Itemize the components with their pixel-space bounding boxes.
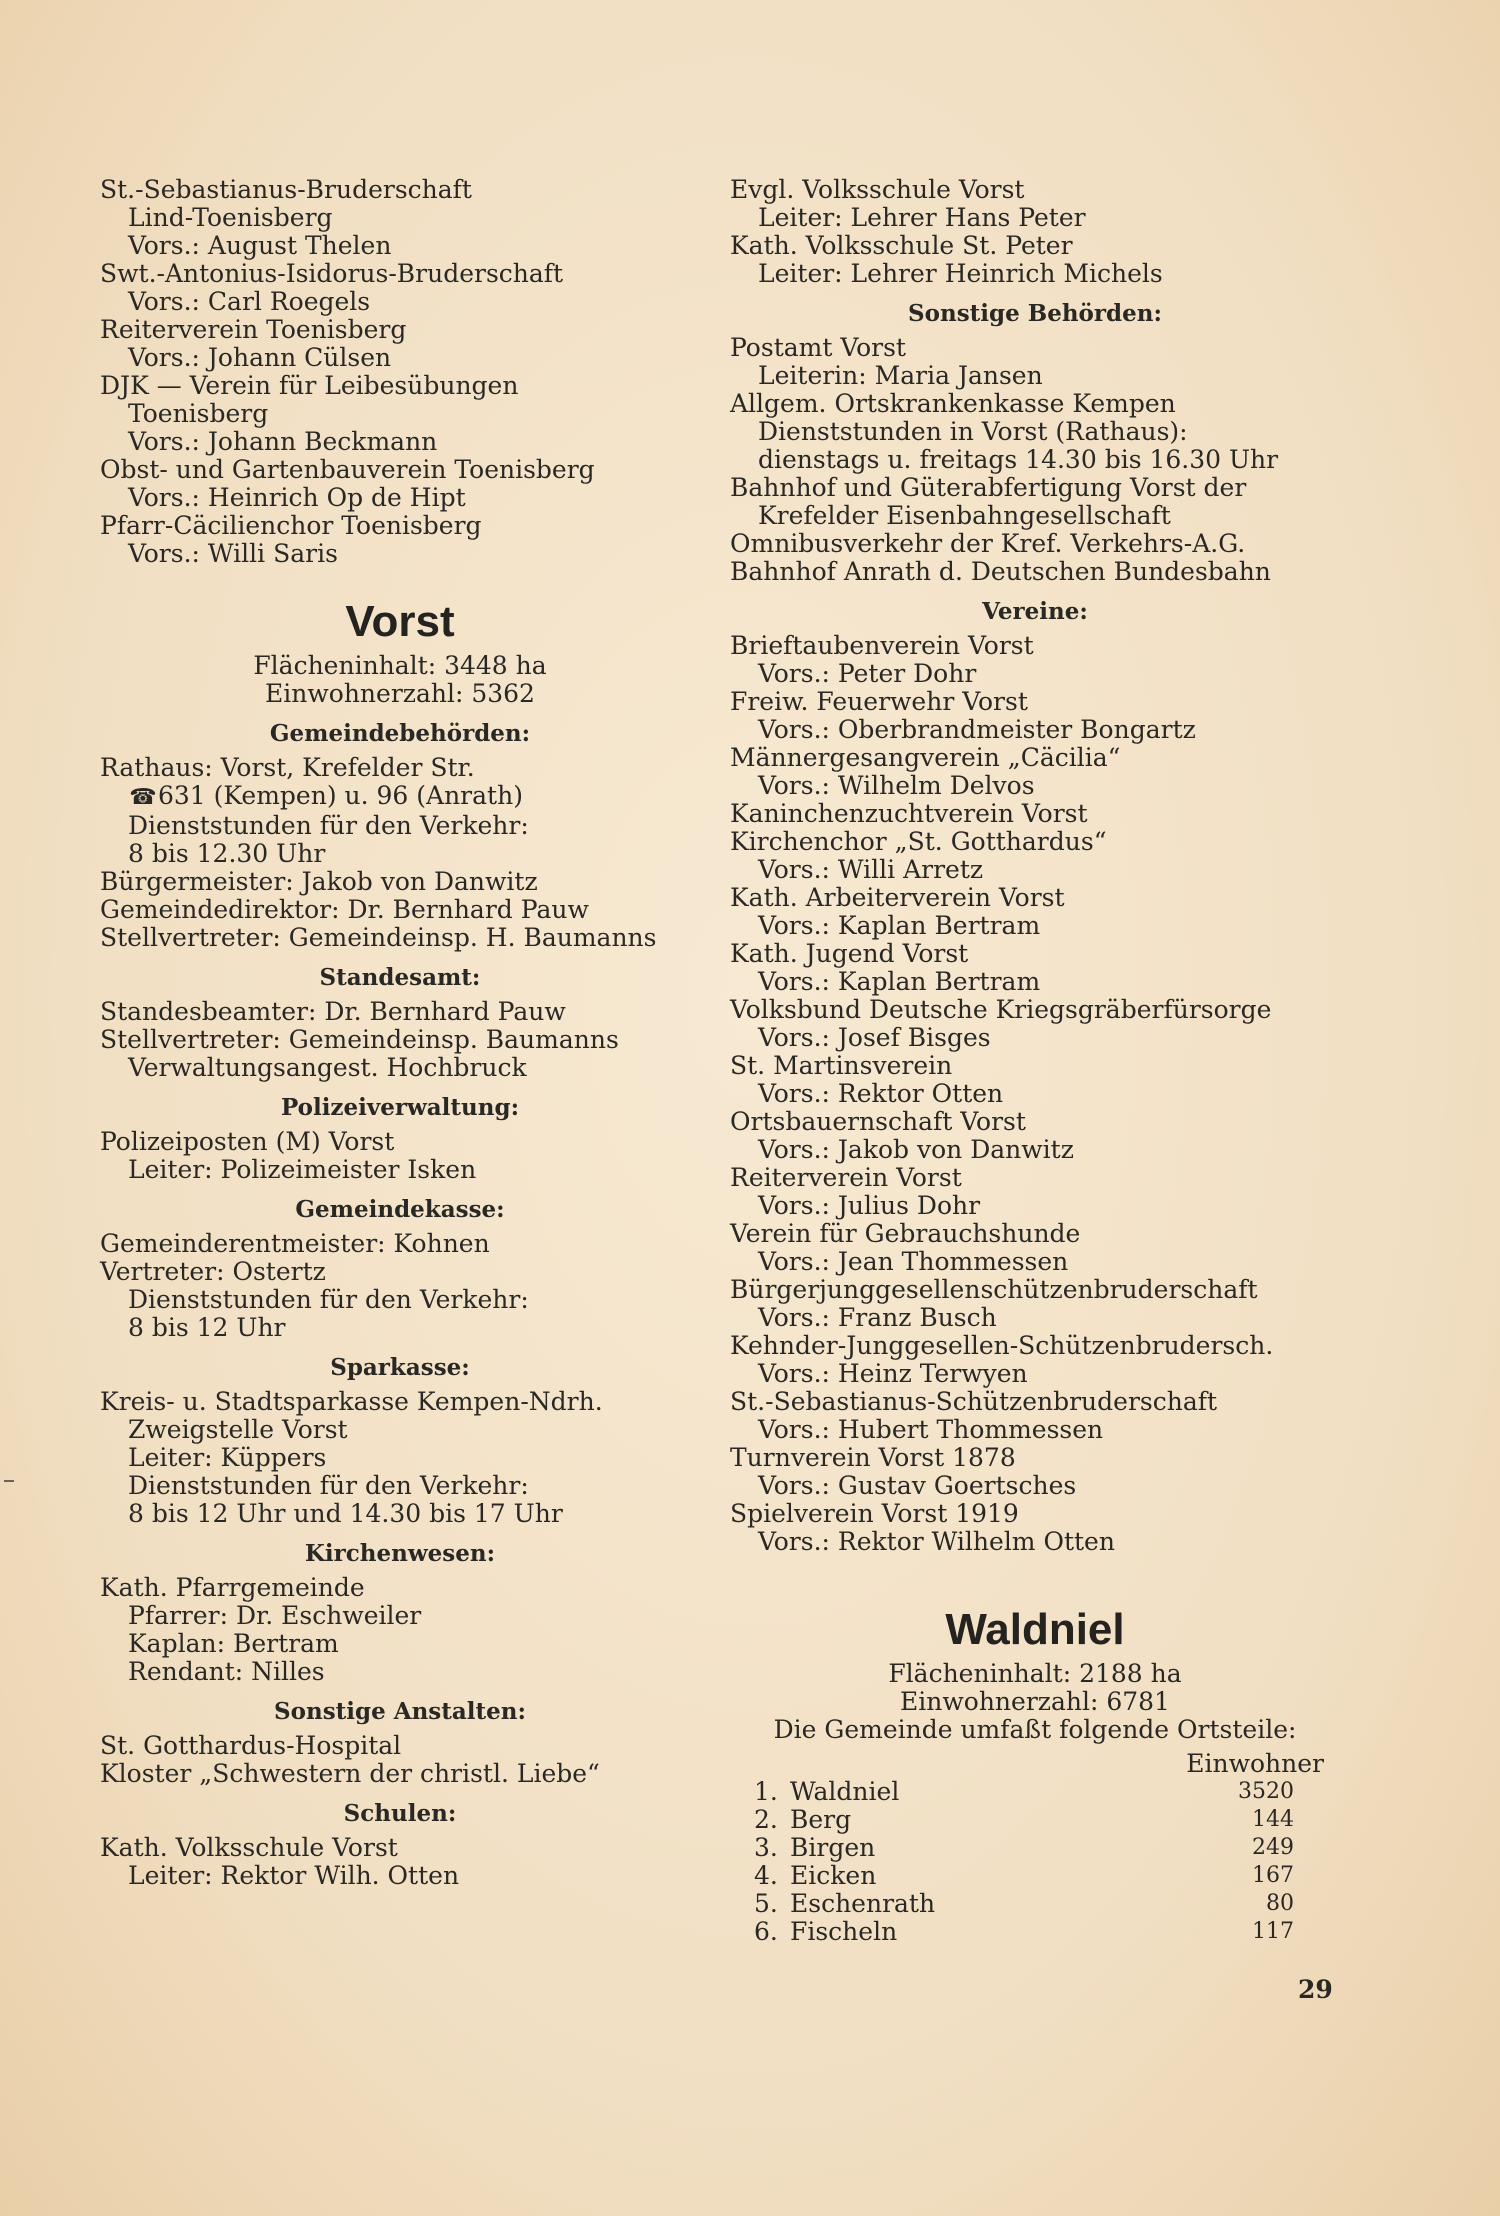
entry-line: Bürgermeister: Jakob von Danwitz [100,867,538,896]
entry-line: Rathaus: Vorst, Krefelder Str. [100,753,475,782]
district-row [730,1834,1294,1862]
entry-line: Kath. Jugend Vorst [730,939,969,968]
district-name: Eschenrath [790,1889,936,1918]
entry-line: Kloster „Schwestern der christl. Liebe“ [100,1759,600,1788]
entry-line: Vors.: Heinrich Op de Hipt [128,483,466,512]
residents-header: Einwohner [1186,1749,1324,1778]
district-residents: 80 [1266,1891,1294,1916]
districts-intro: Die Gemeinde umfaßt folgende Ortsteile: [773,1715,1297,1744]
entry-line: Gemeindedirektor: Dr. Bernhard Pauw [100,895,589,924]
page-number: 29 [1298,1975,1333,2004]
entry-line: Vors.: Carl Roegels [128,287,371,316]
entry-line: Pfarr-Cäcilienchor Toenisberg [100,511,482,540]
entry-line: Vors.: Kaplan Bertram [758,967,1041,996]
entry-line: Vertreter: Ostertz [100,1257,326,1286]
entry-line: Kaplan: Bertram [128,1629,339,1658]
telephone-icon: ☎ [129,785,157,810]
section-heading: Kirchenwesen: [304,1540,496,1567]
entry-line: St.-Sebastianus-Bruderschaft [100,175,472,204]
entry-line: Vors.: Jakob von Danwitz [758,1135,1074,1164]
entry-line: Vors.: Jean Thommessen [758,1247,1069,1276]
section-heading: Schulen: [343,1800,457,1827]
population-info: Einwohnerzahl: 5362 [265,679,535,708]
spacer [730,1556,1340,1576]
entry-line: Obst- und Gartenbauverein Toenisberg [100,455,595,484]
section-heading: Vereine: [982,598,1088,625]
entry-line: Kirchenchor „St. Gotthardus“ [730,827,1107,856]
entry-line: Vors.: Josef Bisges [758,1023,991,1052]
entry-text: 631 (Kempen) u. 96 (Anrath) [158,781,523,810]
district-number: 5. [754,1889,778,1918]
entry-line: Allgem. Ortskrankenkasse Kempen [730,389,1176,418]
entry-line: Swt.-Antonius-Isidorus-Bruderschaft [100,259,564,288]
entry-line: 8 bis 12 Uhr und 14.30 bis 17 Uhr [128,1499,563,1528]
entry-line: Bahnhof Anrath d. Deutschen Bundesbahn [730,557,1271,586]
entry-line: Lind-Toenisberg [128,203,333,232]
town-title-vorst: Vorst [345,597,455,646]
section-heading: Sparkasse: [330,1354,470,1381]
entry-line: Vors.: Johann Cülsen [128,343,392,372]
section-heading: Gemeindebehörden: [269,720,531,747]
entry-line: Vors.: Gustav Goertsches [758,1471,1077,1500]
entry-line: Vors.: August Thelen [128,231,392,260]
entry-line: Freiw. Feuerwehr Vorst [730,687,1028,716]
entry-line: Vors.: Rektor Wilhelm Otten [758,1527,1115,1556]
section-heading: Sonstige Anstalten: [274,1698,526,1725]
entry-line: Kath. Pfarrgemeinde [100,1573,365,1602]
district-residents: 3520 [1238,1779,1294,1804]
entry-line: Ortsbauernschaft Vorst [730,1107,1026,1136]
entry-line: Vors.: Willi Saris [128,539,338,568]
entry-line: Vors.: Hubert Thommessen [758,1415,1104,1444]
district-name: Waldniel [790,1777,900,1806]
entry-line: Reiterverein Toenisberg [100,315,407,344]
entry-line [100,782,700,812]
entry-line: Vors.: Johann Beckmann [128,427,438,456]
entry-line: Zweigstelle Vorst [128,1415,348,1444]
district-residents: 144 [1252,1807,1294,1832]
entry-line: 8 bis 12.30 Uhr [128,839,326,868]
entry-line: Pfarrer: Dr. Eschweiler [128,1601,422,1630]
entry-line: Gemeinderentmeister: Kohnen [100,1229,490,1258]
entry-line: Evgl. Volksschule Vorst [730,175,1025,204]
district-name: Berg [790,1805,852,1834]
left-column [100,176,700,1890]
district-row [730,1778,1294,1806]
entry-line: Postamt Vorst [730,333,906,362]
district-row [730,1862,1294,1890]
entry-line: St. Gotthardus-Hospital [100,1731,402,1760]
district-name: Birgen [790,1833,876,1862]
district-number: 6. [754,1917,778,1946]
district-residents: 167 [1252,1863,1294,1888]
entry-line: Omnibusverkehr der Kref. Verkehrs-A.G. [730,529,1246,558]
district-name: Eicken [790,1861,877,1890]
population-info: Einwohnerzahl: 6781 [900,1687,1170,1716]
district-number: 2. [754,1805,778,1834]
entry-line: Bürgerjunggesellenschützenbruderschaft [730,1275,1258,1304]
entry-line: Brieftaubenverein Vorst [730,631,1034,660]
entry-line: dienstags u. freitags 14.30 bis 16.30 Uhr [758,445,1279,474]
section-heading: Standesamt: [319,964,481,991]
entry-line: Spielverein Vorst 1919 [730,1499,1019,1528]
area-info: Flächeninhalt: 2188 ha [888,1659,1182,1688]
entry-line: Standesbeamter: Dr. Bernhard Pauw [100,997,566,1026]
entry-line: Männergesangverein „Cäcilia“ [730,743,1121,772]
entry-line: Leiter: Lehrer Hans Peter [758,203,1086,232]
district-name: Fischeln [790,1917,898,1946]
entry-line: Leiter: Rektor Wilh. Otten [128,1861,460,1890]
entry-line: Dienststunden für den Verkehr: [128,1285,529,1314]
entry-line: Kehnder-Junggesellen-Schützenbrudersch. [730,1331,1274,1360]
entry-line: Vors.: Wilhelm Delvos [758,771,1035,800]
entry-line: St.-Sebastianus-Schützenbruderschaft [730,1387,1218,1416]
entry-line: Kath. Volksschule St. Peter [730,231,1073,260]
entry-line: Leiter: Küppers [128,1443,327,1472]
entry-line: Dienststunden für den Verkehr: [128,811,529,840]
entry-line: Leiter: Lehrer Heinrich Michels [758,259,1163,288]
entry-line: Vors.: Peter Dohr [758,659,977,688]
entry-line: Vors.: Franz Busch [758,1303,997,1332]
district-number: 4. [754,1861,778,1890]
entry-line: Bahnhof und Güterabfertigung Vorst der [730,473,1247,502]
entry-line: Vors.: Julius Dohr [758,1191,981,1220]
entry-line: Vors.: Oberbrandmeister Bongartz [758,715,1196,744]
area-info: Flächeninhalt: 3448 ha [253,651,547,680]
district-number: 3. [754,1833,778,1862]
entry-line: Kaninchenzuchtverein Vorst [730,799,1088,828]
margin-mark [4,1480,14,1482]
district-residents: 117 [1252,1919,1294,1944]
entry-line: 8 bis 12 Uhr [128,1313,286,1342]
entry-line: Krefelder Eisenbahngesellschaft [758,501,1171,530]
entry-line: Kreis- u. Stadtsparkasse Kempen-Ndrh. [100,1387,603,1416]
entry-line: Stellvertreter: Gemeindeinsp. H. Baumanns [100,923,657,952]
right-column [730,176,1340,1946]
entry-line: Dienststunden in Vorst (Rathaus): [758,417,1188,446]
entry-line: Vors.: Willi Arretz [758,855,984,884]
entry-line: Volksbund Deutsche Kriegsgräberfürsorge [730,995,1272,1024]
entry-line: Stellvertreter: Gemeindeinsp. Baumanns [100,1025,619,1054]
section-heading: Gemeindekasse: [295,1196,505,1223]
district-row [730,1918,1294,1946]
entry-line: Polizeiposten (M) Vorst [100,1127,395,1156]
entry-line: Verwaltungsangest. Hochbruck [128,1053,527,1082]
district-row [730,1806,1294,1834]
section-heading: Sonstige Behörden: [908,300,1162,327]
entry-line: Vors.: Heinz Terwyen [758,1359,1028,1388]
town-title-waldniel: Waldniel [945,1605,1125,1654]
entry-line: Rendant: Nilles [128,1657,325,1686]
entry-line: Dienststunden für den Verkehr: [128,1471,529,1500]
district-number: 1. [754,1777,778,1806]
entry-line: Verein für Gebrauchshunde [730,1219,1081,1248]
entry-line: Turnverein Vorst 1878 [730,1443,1016,1472]
entry-line: Toenisberg [128,399,269,428]
entry-line: DJK — Verein für Leibesübungen [100,371,519,400]
entry-line: Leiterin: Maria Jansen [758,361,1043,390]
entry-line: Kath. Arbeiterverein Vorst [730,883,1065,912]
district-residents: 249 [1252,1835,1294,1860]
entry-line: Vors.: Rektor Otten [758,1079,1004,1108]
entry-line: Kath. Volksschule Vorst [100,1833,398,1862]
section-heading: Polizeiverwaltung: [280,1094,520,1121]
entry-line: St. Martinsverein [730,1051,953,1080]
entry-line: Reiterverein Vorst [730,1163,962,1192]
entry-line: Leiter: Polizeimeister Isken [128,1155,477,1184]
entry-line: Vors.: Kaplan Bertram [758,911,1041,940]
district-row [730,1890,1294,1918]
